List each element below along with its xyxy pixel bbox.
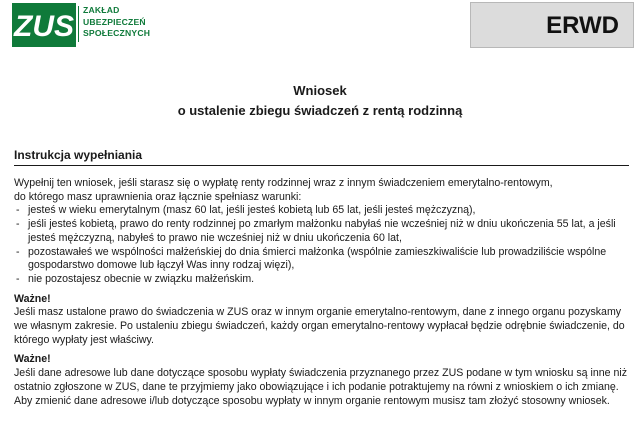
condition-item: - jeśli jesteś kobietą, prawo do renty rodzinnej po zmarłym małżonku nabyłaś nie wcześniej niż w dniu ukończenia 55 lat, a jeśli jesteś mężczyzną, nabyłeś to prawo nie wcześniej niż w dniu ukończenia 60 lat,	[14, 218, 632, 245]
section-heading: Instrukcja wypełniania	[14, 148, 629, 166]
form-header	[0, 0, 640, 52]
instructions-body	[14, 177, 632, 408]
zus-logo-icon	[12, 3, 76, 47]
conditions-list	[14, 204, 632, 286]
note-text: Jeśli masz ustalone prawo do świadczenia w ZUS oraz w innym organie emerytalno-rentowym, dane z innego organu pozyskamy we własnym zakresie. Po ustaleniu zbiegu świadczeń, każdy organ emerytalno-rentowy wypłacał będzie odrębnie świadczenie, do którego wypłaty jest właściwy.	[14, 306, 625, 346]
note-heading: Ważne!	[14, 353, 51, 366]
intro-line: do którego masz uprawnienia oraz łącznie spełniasz warunki:	[14, 190, 302, 203]
document-title: Wniosek	[293, 83, 347, 98]
org-line: UBEZPIECZEŃ	[83, 16, 146, 27]
logo-text: ZUS	[14, 10, 74, 43]
org-line: SPOŁECZNYCH	[83, 28, 151, 38]
org-line: ZAKŁAD	[83, 5, 120, 15]
form-code-box	[470, 2, 634, 48]
document-subtitle: o ustalenie zbiegu świadczeń z rentą rodzinną	[177, 103, 463, 118]
condition-item: - nie pozostajesz obecnie w związku małżeńskim.	[14, 273, 632, 287]
logo-divider	[78, 6, 79, 42]
condition-item: - pozostawałeś we wspólności małżeńskiej do dnia śmierci małżonka (wspólnie zamieszkiwaliście lub prowadziliście wspólne gospodarstwo domowe lub łączył Was inny rodzaj więzi),	[14, 246, 632, 273]
note-text: Jeśli dane adresowe lub dane dotyczące sposobu wypłaty świadczenia przyznanego przez ZUS podane w tym wniosku są inne niż ostatnio zgłoszone w ZUS, dane te przyjmiemy jako obowiązujące i ich podanie potraktujemy na równi z wnioskiem o ich zmianę. Aby zmienić dane adresowe i/lub dotyczące sposobu wypłaty w innym organie rentowym musisz tam złożyć stosowny wniosek.	[14, 367, 628, 407]
condition-item: - jesteś w wieku emerytalnym (masz 60 lat, jeśli jesteś kobietą lub 65 lat, jeśli jesteś mężczyzną),	[14, 204, 632, 218]
intro-line: Wypełnij ten wniosek, jeśli starasz się o wypłatę renty rodzinnej wraz z innym świadczeniem emerytalno-rentowym,	[14, 177, 553, 189]
form-code: ERWD	[546, 12, 619, 39]
note-heading: Ważne!	[14, 292, 51, 305]
organization-name	[83, 5, 150, 40]
